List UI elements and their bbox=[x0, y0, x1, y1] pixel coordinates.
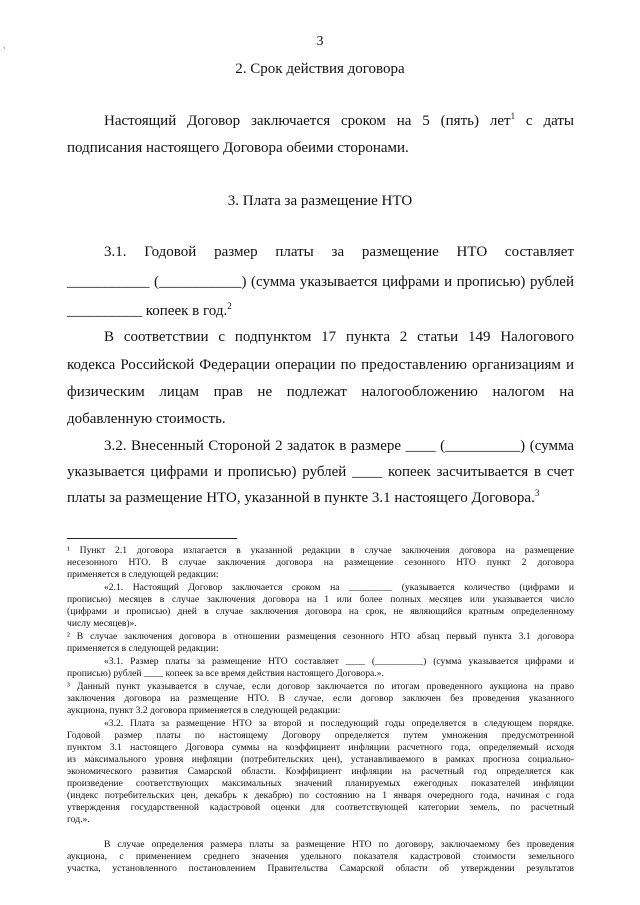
tax-paragraph-line-3: физическим лицам прав не подлежат налогообложению налогом на bbox=[67, 384, 574, 400]
footnote-3-line: ³ Данный пункт указывается в случае, если договор заключается по итогам проведенного аукциона на право bbox=[67, 681, 574, 692]
section-2-paragraph-line-2: подписания настоящего Договора обеими сторонами. bbox=[67, 140, 409, 156]
footnote-2-line: применяется в следующей редакции: bbox=[67, 643, 219, 654]
text-run: Настоящий Договор заключается сроком на 5 (пять) лет bbox=[104, 113, 511, 129]
footnote-3-line: «3.2. Плата за размещение НТО за второй и последующий годы определяется в следующем порядке. bbox=[104, 718, 574, 729]
footnote-ref-2[interactable]: 2 bbox=[227, 301, 232, 311]
footnote-3-line: аукциона, с применением среднего значения удельного показателя кадастровой стоимости земельного bbox=[67, 851, 574, 862]
footnote-1-line: ¹ Пункт 2.1 договора излагается в указанной редакции в случае заключения договора на размещение bbox=[67, 545, 574, 556]
text-run: платы за размещение НТО, указанной в пункте 3.1 настоящего Договора. bbox=[67, 490, 535, 506]
clause-3-1-line-2: ___________ (___________) (сумма указывается цифрами и прописью) рублей bbox=[67, 274, 574, 290]
footnote-ref-3[interactable]: 3 bbox=[534, 488, 540, 498]
footnote-1-line: прописью) месяцев в случае заключения договора на 1 или более полных месяцев или указывается число bbox=[67, 594, 574, 605]
clause-3-2-line-2: указывается цифрами и прописью) рублей ____ копеек засчитывается в счет bbox=[67, 464, 574, 480]
footnote-2-line: «3.1. Размер платы за размещение НТО составляет ____ (__________) (сумма указывается цифрами и bbox=[104, 656, 574, 667]
tax-paragraph-line-1: В соответствии с подпунктом 17 пункта 2 статьи 149 Налогового bbox=[104, 329, 574, 345]
clause-3-2-line-1: 3.2. Внесенный Стороной 2 задаток в размере ____ (__________) (сумма bbox=[104, 438, 574, 454]
footnote-1-line: числу месяцев)». bbox=[67, 618, 137, 629]
footnote-1-line: применяется в следующей редакции: bbox=[67, 569, 219, 580]
page-number: 3 bbox=[316, 34, 324, 49]
footnote-3-line: утверждения государственной кадастровой оценки для соответствующей категории земель, по расчетный bbox=[67, 802, 574, 813]
footnote-3-line: из максимального уровня инфляции (потребительских цен), устанавливаемого в рамках прогноза социально- bbox=[67, 754, 574, 765]
text-run: __________ копеек в год. bbox=[67, 303, 228, 319]
footnotes bbox=[67, 545, 574, 900]
footnote-3-line: В случае определения размера платы за размещение НТО по договору, заключаемому без проведения bbox=[104, 839, 574, 850]
clause-3-1-line-1: 3.1. Годовой размер платы за размещение НТО составляет bbox=[104, 244, 574, 260]
tax-paragraph-line-4: добавленную стоимость. bbox=[67, 411, 226, 427]
text-run: с даты bbox=[515, 113, 574, 129]
footnote-3-line: (индекс потребительских цен, декабрь к декабрю) по состоянию на 1 января очередного года, начиная с года bbox=[67, 790, 574, 801]
footnote-2-line: ² В случае заключения договора в отношении размещения сезонного НТО абзац первый пункта 3.1 договора bbox=[67, 631, 574, 642]
footnote-3-line: аукциона, пункт 3.2 договора применяется в следующей редакции: bbox=[67, 705, 341, 716]
tax-paragraph-line-2: кодекса Российской Федерации операции по предоставлению организациям и bbox=[67, 357, 574, 373]
footnote-2-line: прописью) рублей ____ копеек за все время действия настоящего Договора.». bbox=[67, 668, 384, 679]
footnote-3-line: произведение соответствующих максимальных значений планируемых ежегодных показателей инфляции bbox=[67, 778, 574, 789]
footnote-3-line: заключения договора на размещение НТО. В случае, если договор заключен без проведения указанного bbox=[67, 693, 574, 704]
footnote-1-line: несезонного НТО. В случае заключения договора на размещение сезонного НТО пункт 2 договора bbox=[67, 557, 574, 568]
section-2-heading: 2. Срок действия договора bbox=[235, 61, 405, 77]
footnote-separator bbox=[67, 538, 237, 539]
footnote-3-line: участка, установленного постановлением Правительства Самарской области об утверждении результатов bbox=[67, 863, 574, 874]
footnote-3-line: экономического развития Самарской области. Коэффициент инфляции на расчетный год определяется как bbox=[67, 766, 574, 777]
footnote-1-line: «2.1. Настоящий Договор заключается сроком на _________ (указывается количество (цифрами и bbox=[104, 582, 574, 593]
footnote-1-line: (цифрами и прописью) дней в случае заключения договора на срок, не являющийся кратным определенному bbox=[67, 606, 574, 617]
section-2-paragraph-line-1 bbox=[104, 113, 574, 130]
footnote-3-line: Годовой размер платы по настоящему Договору определяется путем умножения предусмотренной bbox=[67, 730, 574, 741]
section-3-heading: 3. Плата за размещение НТО bbox=[227, 193, 413, 209]
footnote-3-line: пунктом 3.1 настоящего Договора суммы на коэффициент инфляции расчетного года, определяемый исходя bbox=[67, 742, 574, 753]
footnote-3-line: год.». bbox=[67, 814, 90, 825]
clause-3-1-line-3 bbox=[67, 303, 232, 320]
clause-3-2-line-3 bbox=[67, 490, 539, 507]
footnote-ref-1[interactable]: 1 bbox=[510, 111, 516, 121]
margin-mark: , bbox=[3, 40, 6, 51]
